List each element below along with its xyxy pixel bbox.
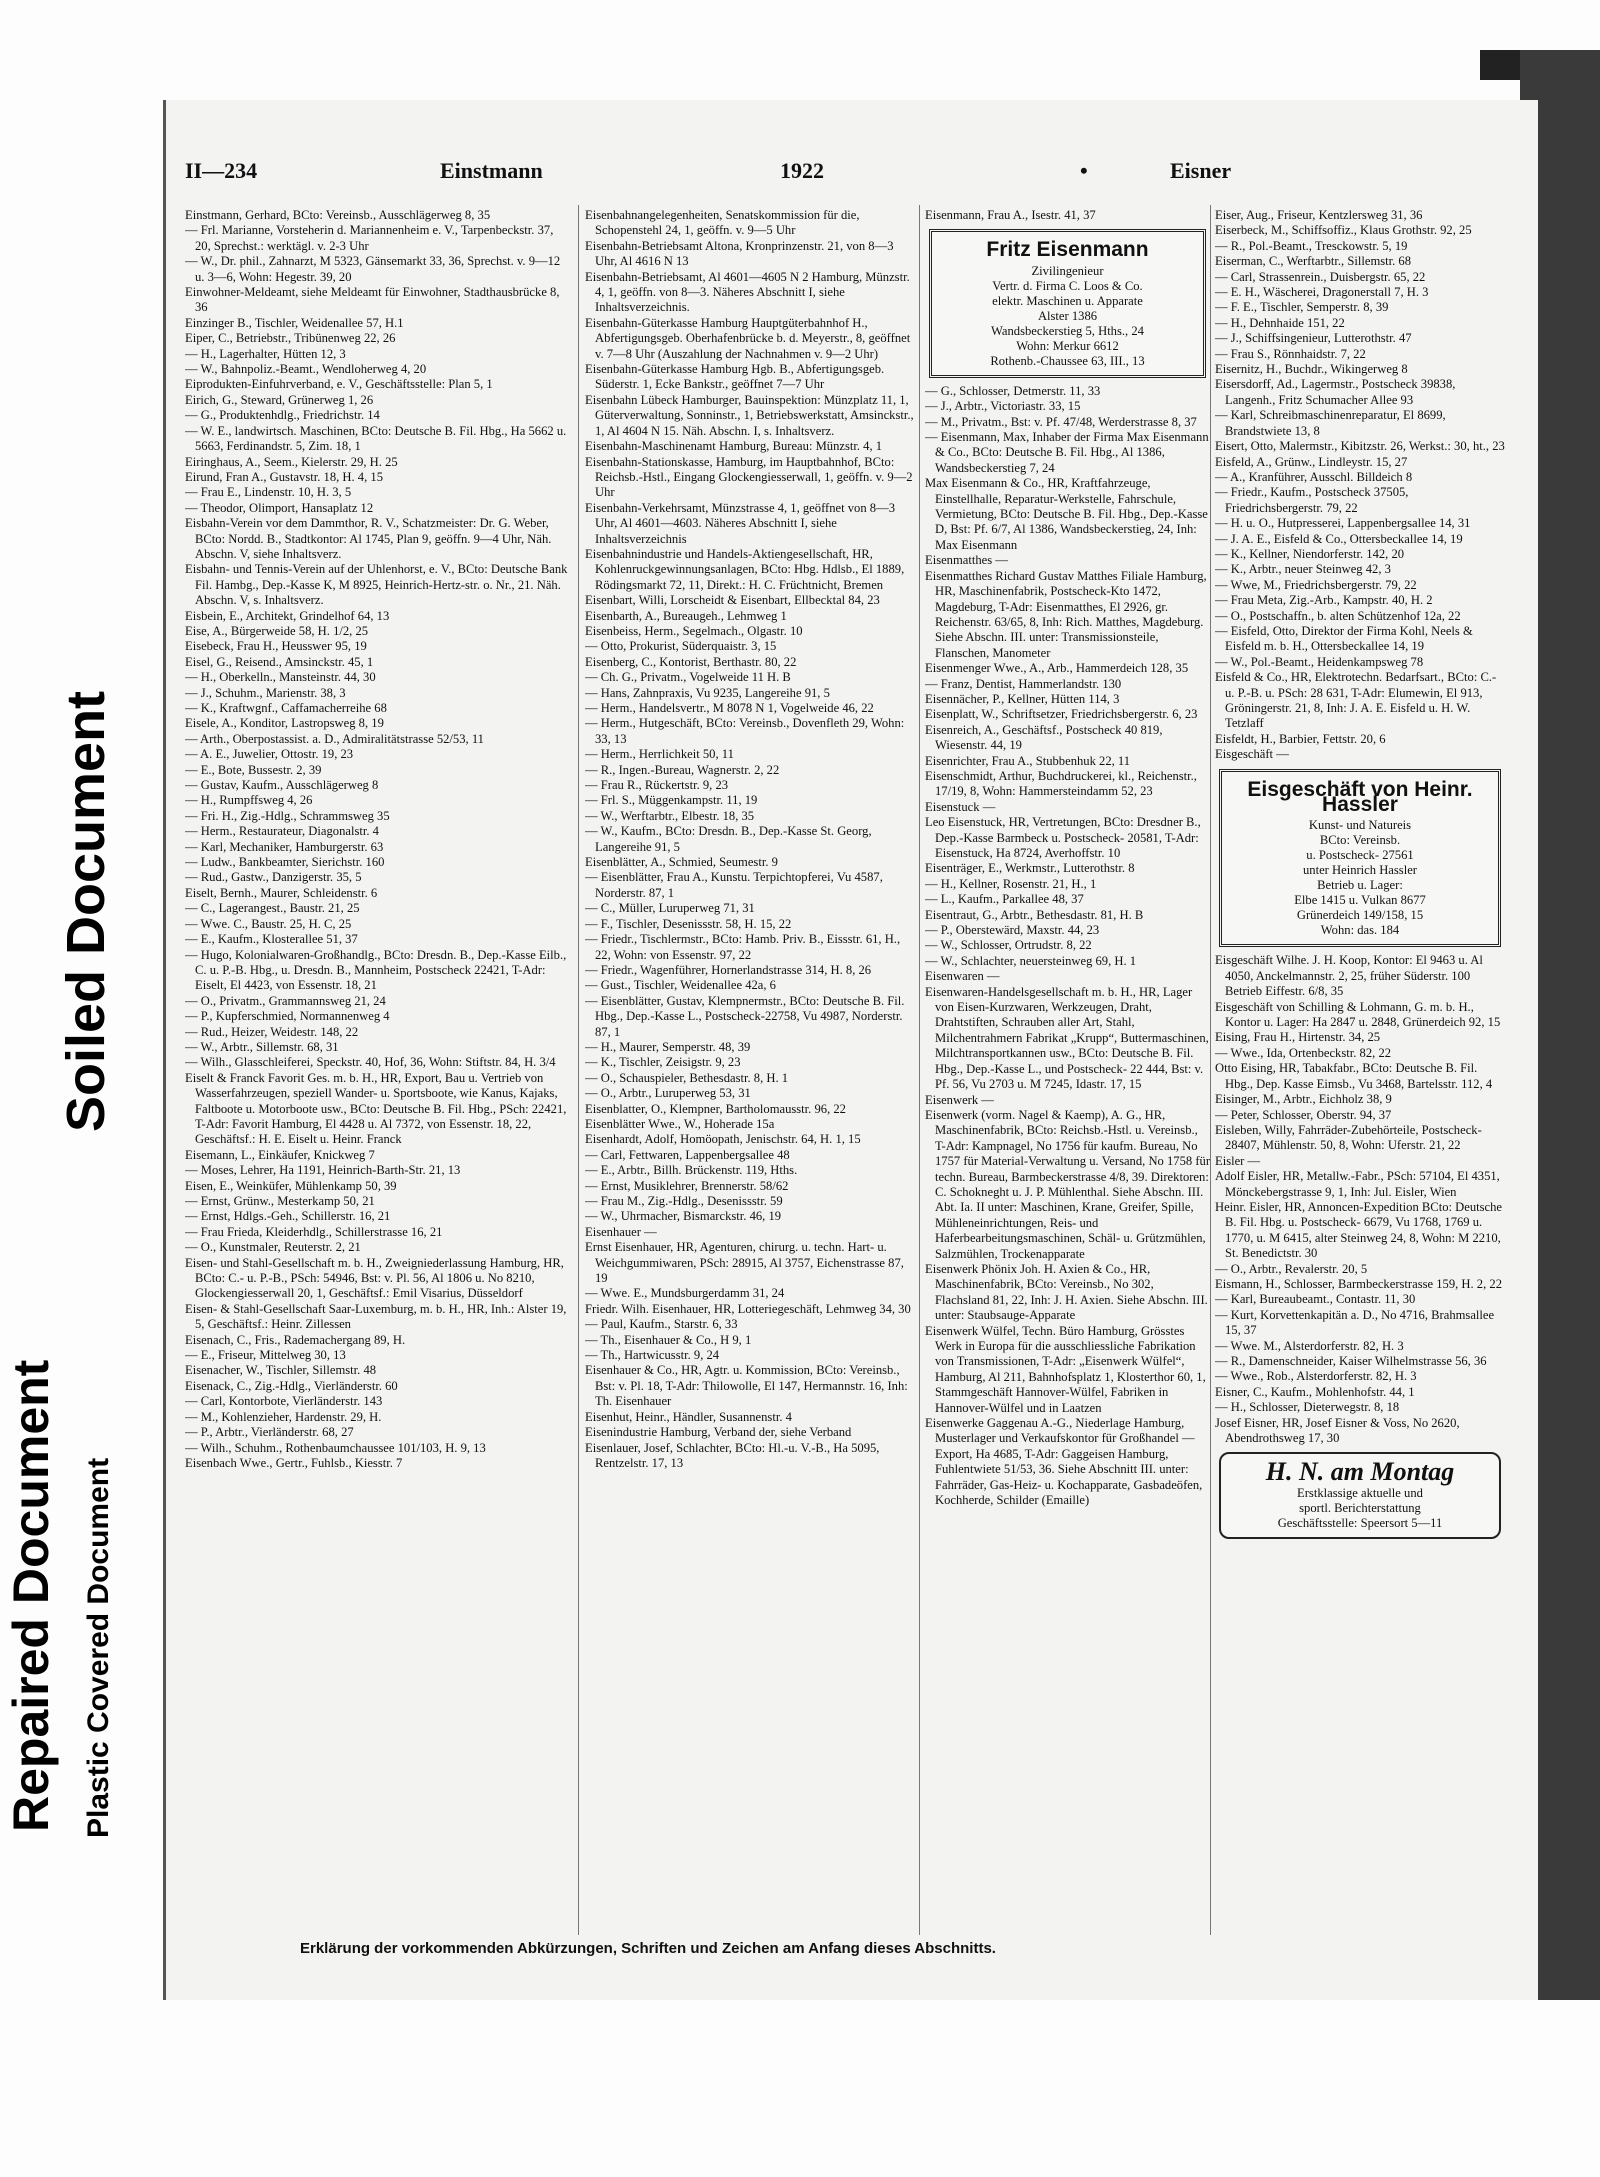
list-item: Eisner, C., Kaufm., Mohlenhofstr. 44, 1 xyxy=(1215,1384,1415,1399)
ad-subtitle: Zivilingenieur xyxy=(1031,263,1104,278)
list-item: — Friedr., Tischlermstr., BCto: Hamb. Priv. B., Eissstr. 61, H., 22, Wohn: von Essenstr. 97, 22 xyxy=(585,932,901,962)
list-item: — P., Arbtr., Vierländerstr. 68, 27 xyxy=(185,1425,354,1440)
header-mark: • xyxy=(1080,158,1088,183)
list-item: — H., Maurer, Semperstr. 48, 39 xyxy=(585,1039,751,1054)
list-item: — J., Schiffsingenieur, Lutterothstr. 47 xyxy=(1215,331,1412,346)
list-item: — Herm., Hutgeschäft, BCto: Vereinsb., Dovenfleth 29, Wohn: 33, 13 xyxy=(585,716,905,746)
directory-column-4 xyxy=(1215,208,1505,1933)
list-item: — Hugo, Kolonialwaren-Großhandlg., BCto: Dresdn. B., Dep.-Kasse Eilb., C. u. P.-B. Hbg., u. Dresdn. B., Mannheim, Postscheck 22421, T-Adr: Eiselt, El 4423, von Essenstr. 18, 21 xyxy=(185,947,567,993)
list-item: Heinr. Eisler, HR, Annoncen-Expedition BCto: Deutsche B. Fil. Hbg. u. Postscheck- 6679, Vu 1768, 1769 u. 1770, u. M 6415, alter Steinweg 24, 8, Wohn: M 2210, St. Benedictstr. 30 xyxy=(1215,1199,1503,1261)
list-item: Eiringhaus, A., Seem., Kielerstr. 29, H. 25 xyxy=(185,454,398,469)
list-item: Eisfeld & Co., HR, Elektrotechn. Bedarfsart., BCto: C.- u. P.-B. u. PSch: 28 631, T-Adr: Elumewin, El 913, Gröningerstr. 21, 8, Inh: J. A. E. Eisfeld u. H. W. Tetzlaff xyxy=(1215,670,1497,731)
list-item: — O., Privatm., Grammannsweg 21, 24 xyxy=(185,993,386,1008)
list-item: Eisbein, E., Architekt, Grindelhof 64, 13 xyxy=(185,608,390,623)
list-item: — K., Kellner, Niendorferstr. 142, 20 xyxy=(1215,546,1405,561)
list-item: — O., Kunstmaler, Reuterstr. 2, 21 xyxy=(185,1240,361,1255)
list-item: — Rud., Heizer, Weidestr. 148, 22 xyxy=(185,1024,359,1039)
list-item: — W., Bahnpoliz.-Beamt., Wendloherweg 4, 20 xyxy=(185,362,427,377)
list-item: — O., Postschaffn., b. alten Schützenhof 12a, 22 xyxy=(1215,608,1461,623)
list-item: — Wilh., Schuhm., Rothenbaumchaussee 101/103, H. 9, 13 xyxy=(185,1440,486,1455)
list-item: Eisen- und Stahl-Gesellschaft m. b. H., Zweigniederlassung Hamburg, HR, BCto: C.- u. P.-B., PSch: 54946, Bst: v. Pl. 56, Al 1806 u. No 8210, Glockengiesserwall 20, 1, Geschäftsf.: Emil Visarius, Düsseldorf xyxy=(185,1255,564,1301)
plastic-covered-label: Plastic Covered Document xyxy=(82,1457,115,1838)
list-item: Eisenbahn-Verkehrsamt, Münzstrasse 4, 1, geöffnet von 8—3 Uhr, Al 4601—4603. Näheres Abschnitt I, siehe Inhaltsverzeichnis xyxy=(585,500,895,546)
list-item: — H., Schlosser, Dieterwegstr. 8, 18 xyxy=(1215,1400,1400,1415)
list-item: Eirich, G., Steward, Grünerweg 1, 26 xyxy=(185,392,374,407)
list-item: Eisgeschäft Wilhe. J. H. Koop, Kontor: El 9463 u. Al 4050, Anckelmannstr. 2, 25, früher Süderstr. 100 Betrieb Eiffestr. 6/8, 35 xyxy=(1215,953,1483,999)
list-item: — W., Dr. phil., Zahnarzt, M 5323, Gänsemarkt 33, 36, Sprechst. v. 9—12 u. 3—6, Wohn: Hegestr. 39, 20 xyxy=(185,254,561,284)
ad-title: Fritz Eisenmann xyxy=(986,238,1149,262)
list-item: Eisenhauer & Co., HR, Agtr. u. Kommission, BCto: Vereinsb., Bst: v. Pl. 18, T-Adr: Thilowolle, El 147, Hermannstr. 16, Inh: Th. Eisenhauer xyxy=(585,1363,908,1409)
list-item: — W., Schlachter, neuersteinweg 69, H. 1 xyxy=(925,953,1137,968)
list-item: Max Eisenmann & Co., HR, Kraftfahrzeuge, Einstellhalle, Reparatur-Werkstelle, Fahrschule, Vermietung, BCto: Deutsche B. Fil. Hbg., Dep.-Kasse D, Bst: Pf. 6/7, Al 1386, Wandsbeckerstieg, 24, Inh: Max Eisenmann xyxy=(925,476,1208,552)
list-item: — Frl. S., Müggenkampstr. 11, 19 xyxy=(585,793,758,808)
repaired-document-label: Repaired Document xyxy=(3,1359,59,1832)
list-item: — Moses, Lehrer, Ha 1191, Heinrich-Barth-Str. 21, 13 xyxy=(185,1163,461,1178)
list-item: — W., Kaufm., BCto: Dresdn. B., Dep.-Kasse St. Georg, Langereihe 91, 5 xyxy=(585,824,872,854)
list-item: — H., Rumpffsweg 4, 26 xyxy=(185,793,313,808)
list-item: — C., Lagerangest., Baustr. 21, 25 xyxy=(185,901,360,916)
ad-line: sportl. Berichterstattung xyxy=(1299,1500,1421,1515)
list-item: Eisenmatthes Richard Gustav Matthes Filiale Hamburg, HR, Maschinenfabrik, Postscheck-Kto 1472, Magdeburg, T-Adr: Eisenmatthes, El 2926, gr. Reichenstr. 63/65, 8, Inh: Rich. Matthes, Magdeburg. Siehe Abschn. III. unter: Transmissionsteile, Flanschen, Manometer xyxy=(925,568,1207,660)
list-item: Eisebeck, Frau H., Heusswег 95, 19 xyxy=(185,639,367,654)
list-item: — Eisenblätter, Frau A., Kunstu. Terpichtopferei, Vu 4587, Norderstr. 87, 1 xyxy=(585,870,883,900)
list-item: — Gust., Tischler, Weidenallee 42a, 6 xyxy=(585,978,776,993)
page-footer: Erklärung der vorkommenden Abkürzungen, Schriften und Zeichen am Anfang dieses Abschnitts. xyxy=(300,1940,996,1957)
list-item: Friedr. Wilh. Eisenhauer, HR, Lotteriegeschäft, Lehmweg 34, 30 xyxy=(585,1301,911,1316)
list-item: Eisenbahn-Betriebsamt Altona, Kronprinzenstr. 21, von 8—3 Uhr, Al 4616 N 13 xyxy=(585,238,894,269)
list-item: Eisenbeiss, Herm., Segelmach., Olgastr. 10 xyxy=(585,623,803,638)
list-item: — Arth., Oberpostassist. a. D., Admiralitätstrasse 52/53, 11 xyxy=(185,731,484,746)
list-item: — Hans, Zahnpraxis, Vu 9235, Langereihe 91, 5 xyxy=(585,685,830,700)
list-item: Eisenach, C., Fris., Rademachergang 89, H. xyxy=(185,1332,406,1347)
list-item: Eisen, E., Weinküfer, Mühlenkamp 50, 39 xyxy=(185,1178,397,1193)
list-item: — Frau Meta, Zig.-Arb., Kampstr. 40, H. 2 xyxy=(1215,593,1433,608)
list-item: Leo Eisenstuck, HR, Vertretungen, BCto: Dresdner B., Dep.-Kasse Barmbeck u. Postscheck- 20581, T-Adr: Eisenstuck, Ha 8724, Averhoffstr. 10 xyxy=(925,815,1201,860)
list-item: Eisenbach Wwe., Gertr., Fuhlsb., Kiesstr. 7 xyxy=(185,1455,403,1470)
list-item: Eisenblätter Wwe., W., Hoherade 15a xyxy=(585,1116,775,1131)
page-number: II—234 xyxy=(185,158,258,183)
list-item: — P., Oberstewärd, Maxstr. 44, 23 xyxy=(925,923,1100,938)
list-item: — G., Schlosser, Detmerstr. 11, 33 xyxy=(925,383,1101,398)
list-item: — E., Arbtr., Billh. Brückenstr. 119, Hths. xyxy=(585,1163,798,1178)
list-item: Eisenbahn-Güterkasse Hamburg Hgb. B., Abfertigungsgeb. Süderstr. 1, Ecke Bankstr., geöffnet 7—7 Uhr xyxy=(585,362,885,392)
list-item: — Ernst, Hdlgs.-Geh., Schillerstr. 16, 21 xyxy=(185,1209,391,1224)
list-item: Eisfeldt, H., Barbier, Fettstr. 20, 6 xyxy=(1215,731,1386,746)
list-item: — W., Arbtr., Sillemstr. 68, 31 xyxy=(185,1039,339,1054)
list-item: Eisenack, C., Zig.-Hdlg., Vierländerstr. 60 xyxy=(185,1378,398,1393)
list-item: — G., Produktenhdlg., Friedrichstr. 14 xyxy=(185,408,380,423)
list-item: Eiper, C., Betriebstr., Tribünenweg 22, 26 xyxy=(185,331,396,346)
list-item: — E. H., Wäscherei, Dragonerstall 7, H. 3 xyxy=(1215,285,1429,300)
list-item: — Frau M., Zig.-Hdlg., Desenissstr. 59 xyxy=(585,1194,783,1208)
list-item: — O., Arbtr., Revalerstr. 20, 5 xyxy=(1215,1261,1368,1276)
list-item: Eiprodukten-Einfuhrverband, e. V., Geschäftsstelle: Plan 5, 1 xyxy=(185,377,493,392)
list-item: — K., Tischler, Zeisigstr. 9, 23 xyxy=(585,1055,741,1070)
list-item: Eisenbart, Willi, Lorscheidt & Eisenbart, Ellbecktal 84, 23 xyxy=(585,593,880,608)
list-item: Eisenbahnindustrie und Handels-Aktiengesellschaft, HR, Kohlenruckgewinnungsanlagen, BCto: Hbg. Hdlsb., El 1889, Rödingsmarkt 72, 11, Direkt.: H. C. Früchtnicht, Bremen xyxy=(585,546,905,592)
list-item: Eiser, Aug., Friseur, Kentzlersweg 31, 36 xyxy=(1215,208,1423,222)
list-item: Eising, Frau H., Hirtenstr. 34, 25 xyxy=(1215,1030,1381,1045)
list-item: — Th., Eisenhauer & Co., H 9, 1 xyxy=(585,1332,752,1347)
list-item: — Karl, Bureaubeamt., Contastr. 11, 30 xyxy=(1215,1292,1416,1307)
list-item: — P., Kupferschmied, Normannenweg 4 xyxy=(185,1009,390,1024)
list-item: Eiserbeck, M., Schiffsoffiz., Klaus Grothstr. 92, 25 xyxy=(1215,223,1472,238)
list-item: Eisenmatthes — xyxy=(925,553,1008,568)
header-last-entry: Eisner xyxy=(1170,158,1232,183)
list-item: Eisenwerk Wülfel, Techn. Büro Hamburg, Grösstes Werk in Europa für die ausschliessliche Fabrikation von Transmissionen, T-Adr: „Eisenwerk Wülfel“, Hamburg, Al 211, Bahnhofsplatz 1, Klosterthor 60, 1, Stammgeschäft Hannover-Wülfel, Fabriken in Hannover-Wülfel und in Laatzen xyxy=(925,1323,1206,1415)
list-item: — R., Pol.-Beamt., Tresckowstr. 5, 19 xyxy=(1215,238,1408,253)
list-item: Einzinger B., Tischler, Weidenallee 57, H.1 xyxy=(185,315,404,330)
list-item: — H. u. O., Hutpresserei, Lappenbergsallee 14, 31 xyxy=(1215,516,1471,531)
list-item: — Wwe, M., Friedrichsbergerstr. 79, 22 xyxy=(1215,577,1417,592)
list-item: — K., Arbtr., neuer Steinweg 42, 3 xyxy=(1215,562,1391,577)
list-item: — Ludw., Bankbeamter, Sierichstr. 160 xyxy=(185,855,385,870)
list-item: Eisert, Otto, Malermstr., Kibitzstr. 26, Werkst.: 30, ht., 23 xyxy=(1215,439,1505,454)
list-item: Eisenplatt, W., Schriftsetzer, Friedrichsbergerstr. 6, 23 xyxy=(925,707,1198,722)
list-item: — Fri. H., Zig.-Hdlg., Schrammsweg 35 xyxy=(185,808,390,823)
list-item: — L., Kaufm., Parkallee 48, 37 xyxy=(925,892,1084,907)
list-item: Eise, A., Bürgerweide 58, H. 1/2, 25 xyxy=(185,623,369,638)
list-item: Eisenblatter, O., Klempner, Bartholomausstr. 96, 22 xyxy=(585,1101,846,1116)
list-item: — W., Werftarbtr., Elbestr. 18, 35 xyxy=(585,808,755,823)
list-item: Einwohner-Meldeamt, siehe Meldeamt für Einwohner, Stadthausbrücke 8, 36 xyxy=(185,285,560,315)
list-item: — Gustav, Kaufm., Ausschlägerweg 8 xyxy=(185,778,379,793)
list-item: — H., Kellner, Rosenstr. 21, H., 1 xyxy=(925,876,1097,891)
list-item: — O., Arbtr., Luruperweg 53, 31 xyxy=(585,1086,751,1101)
list-item: — R., Damenschneider, Kaiser Wilhelmstrasse 56, 36 xyxy=(1215,1354,1487,1368)
list-item: — Carl, Kontorbote, Vierländerstr. 143 xyxy=(185,1394,383,1409)
list-item: Eisenbarth, A., Bureaugeh., Lehmweg 1 xyxy=(585,608,787,623)
list-item: Eisenwaren-Handelsgesellschaft m. b. H., HR, Lager von Eisen-Kurzwaren, Werkzeugen, Draht, Drahtstiften, Schrauben aller Art, Stahl, Milchentrahmern Fabrikat „Krupp“, Buttermaschinen, Milchtransportkannen usw., BCto: Deutsche B. Fil. Hbg., Dep.-Kasse L., und Postscheck- 22 444, Bst: v. Pf. 56, Vu 2703 u. M 7245, Idastr. 17, 15 xyxy=(925,984,1209,1092)
list-item: Eisenwerk Phönix Joh. H. Axien & Co., HR, Maschinenfabrik, BCto: Vereinsb., No 302, Flachsland 81, 22, Inh: J. H. Axien. Siehe Abschn. III. unter: Staubsauge-Apparate xyxy=(925,1261,1208,1323)
list-item: — Karl, Schreibmaschinenreparatur, El 8699, Brandstwiete 13, 8 xyxy=(1215,408,1446,438)
ad-line: Erstklassige aktuelle und xyxy=(1297,1485,1423,1500)
directory-column-2 xyxy=(585,208,915,1933)
list-item: — E., Kaufm., Klosterallee 51, 37 xyxy=(185,932,358,947)
list-item: — Frau R., Rückertstr. 9, 23 xyxy=(585,778,729,793)
list-item: — Wilh., Glasschleiferei, Speckstr. 40, Hof, 36, Wohn: Stiftstr. 84, H. 3/4 xyxy=(185,1055,556,1070)
list-item: — Theodor, Olimport, Hansaplatz 12 xyxy=(185,500,374,515)
list-item: Eisennächer, P., Kellner, Hütten 114, 3 xyxy=(925,691,1120,706)
list-item: Eisenbahnangelegenheiten, Senatskommission für die, Schopenstehl 24, 1, geöffn. v. 9—5 Uhr xyxy=(585,208,860,238)
list-item: — Th., Hartwicusstr. 9, 24 xyxy=(585,1348,720,1363)
list-item: Eisele, A., Konditor, Lastropsweg 8, 19 xyxy=(185,716,384,731)
list-item: Eisenwerke Gaggenau A.-G., Niederlage Hamburg, Musterlager und Verkaufskontor für Großhandel — Export, Ha 4685, T-Adr: Gaggeisen Hamburg, Fuhlentwiete 51/53, 36. Siehe Abschnitt III. unter: Fahrräder, Gas-Heiz- u. Kochapparate, Gasbadeöfen, Kochherde, Schilder (Emaille) xyxy=(925,1416,1203,1508)
list-item: Eisenwaren — xyxy=(925,969,1000,984)
list-item: — O., Schauspieler, Bethesdastr. 8, H. 1 xyxy=(585,1070,789,1085)
ad-title: H. N. am Montag xyxy=(1265,1457,1455,1487)
list-item: Eisenblätter, A., Schmied, Seumestr. 9 xyxy=(585,855,778,870)
list-item: Eiselt, Bernh., Maurer, Schleidenstr. 6 xyxy=(185,885,378,900)
list-item: — M., Privatm., Bst: v. Pf. 47/48, Werderstrasse 8, 37 xyxy=(925,414,1197,429)
list-item: — Frau Frieda, Kleiderhdlg., Schillerstrasse 16, 21 xyxy=(185,1224,443,1239)
list-item: Eisbahn- und Tennis-Verein auf der Uhlenhorst, e. V., BCto: Deutsche Bank Fil. Hambg., Dep.-Kasse K, M 8925, Heinrich-Hertz-str. o. Nr., 21. Näh. Abschn. V, s. Inhaltsverz. xyxy=(185,562,568,608)
column-divider xyxy=(919,205,920,1935)
list-item: — Paul, Kaufm., Starstr. 6, 33 xyxy=(585,1317,738,1332)
list-item: — R., Ingen.-Bureau, Wagnerstr. 2, 22 xyxy=(585,762,780,777)
list-item: Eisen- & Stahl-Gesellschaft Saar-Luxemburg, m. b. H., HR, Inh.: Alster 19, 5, Geschäftsf.: Heinr. Zillessen xyxy=(185,1301,567,1332)
list-item: Eisel, G., Reisend., Amsinckstr. 45, 1 xyxy=(185,654,374,669)
list-item: — Ernst, Musiklehrer, Brennerstr. 58/62 xyxy=(585,1178,789,1193)
list-item: — J., Schuhm., Marienstr. 38, 3 xyxy=(185,685,346,700)
list-item: — Wwe. E., Mundsburgerdamm 31, 24 xyxy=(585,1286,785,1301)
list-item: Eisenhut, Heinr., Händler, Susannenstr. 4 xyxy=(585,1409,792,1424)
list-item: Eisenacher, W., Tischler, Sillemstr. 48 xyxy=(185,1363,377,1378)
list-item: — F. E., Tischler, Semperstr. 8, 39 xyxy=(1215,300,1389,315)
list-item: — Karl, Mechaniker, Hamburgerstr. 63 xyxy=(185,839,384,854)
list-item: Eisemann, L., Einkäufer, Knickweg 7 xyxy=(185,1147,375,1162)
list-item: Eismann, H., Schlosser, Barmbeckerstrasse 159, H. 2, 22 xyxy=(1215,1276,1502,1291)
list-item: — M., Kohlenzieher, Hardenstr. 29, H. xyxy=(185,1409,382,1424)
list-item: — H., Lagerhalter, Hütten 12, 3 xyxy=(185,346,346,361)
page-header xyxy=(185,158,1495,198)
list-item: Eisernitz, H., Buchdr., Wikingerweg 8 xyxy=(1215,362,1408,377)
list-item: Einstmann, Gerhard, BCto: Vereinsb., Ausschlägerweg 8, 35 xyxy=(185,208,491,222)
list-item: — W., Uhrmacher, Bismarckstr. 46, 19 xyxy=(585,1209,782,1224)
list-item: — Ch. G., Privatm., Vogelweide 11 H. B xyxy=(585,670,791,685)
list-item: Eisenwerk (vorm. Nagel & Kaemp), A. G., HR, Maschinenfabrik, BCto: Reichsb.-Hstl. u. Vereinsb., T-Adr: Kampnagel, No 1756 für kaufm. Bureau, No 1757 für Material-Verwaltung u. Versand, No 1758 für techn. Bureau, Barmbeckerstrasse 4/8, 39. Direktoren: C. Schokneght u. J. P. Mühlenthal. Siehe Abschn. III. Abt. Ia. II unter: Maschinen, Krane, Greifer, Spille, Mühleneinrichtungen, Reis- und Haferbearbeitungsmaschinen, Schäl- u. Grützmühlen, Salzmühlen, Trockenapparate xyxy=(925,1107,1210,1261)
ad-line: Alster 1386 xyxy=(1037,308,1098,323)
list-item: — Wwe., Rob., Alsterdorferstr. 82, H. 3 xyxy=(1215,1369,1417,1384)
list-item: Eisersdorff, Ad., Lagermstr., Postscheck 39838, Langenh., Fritz Schumacher Allee 93 xyxy=(1215,377,1456,407)
list-item: Eisenstuck — xyxy=(925,799,996,814)
list-item: Eisenlauer, Josef, Schlachter, BCto: Hl.-u. V.-B., Ha 5095, Rentzelstr. 17, 13 xyxy=(585,1440,880,1470)
ad-line: u. Postscheck- 27561 xyxy=(1306,848,1414,863)
list-item: — W. E., landwirtsch. Maschinen, BCto: Deutsche B. Fil. Hbg., Ha 5662 u. 5663, Ferdinandstr. 5, Zim. 18, 1 xyxy=(185,423,567,454)
ad-line: Wohn: Merkur 6612 xyxy=(1016,338,1119,353)
list-item: Eisler — xyxy=(1215,1153,1261,1168)
ad-line: elektr. Maschinen u. Apparate xyxy=(992,293,1143,308)
list-item: — W., Schlosser, Ortrudstr. 8, 22 xyxy=(925,938,1092,953)
list-item: Eisenhardt, Adolf, Homöopath, Jenischstr. 64, H. 1, 15 xyxy=(585,1132,861,1147)
list-item: Eisentraut, G., Arbtr., Bethesdastr. 81, H. B xyxy=(925,907,1144,922)
list-item: Eirund, Fran A., Gustavstr. 18, H. 4, 15 xyxy=(185,469,383,484)
list-item: — Carl, Fettwaren, Lappenbergsallee 48 xyxy=(585,1147,790,1162)
header-year: 1922 xyxy=(780,158,824,183)
column-divider xyxy=(1210,205,1211,1935)
list-item: — H., Oberkelln., Mansteinstr. 44, 30 xyxy=(185,670,376,685)
directory-column-3 xyxy=(925,208,1210,1933)
list-item: — Rud., Gastw., Danzigerstr. 35, 5 xyxy=(185,870,362,885)
list-item: — Kurt, Korvettenkapitän a. D., No 4716, Brahmsallee 15, 37 xyxy=(1215,1307,1495,1338)
list-item: — Frl. Marianne, Vorsteherin d. Mariannenheim e. V., Tarpenbeckstr. 37, 20, Sprechst.: werktägl. v. 2-3 Uhr xyxy=(185,223,554,253)
list-item: — Ernst, Grünw., Mesterkamp 50, 21 xyxy=(185,1194,375,1208)
ad-box-hassler xyxy=(1219,769,1501,948)
list-item: — Frau S., Rönnhaidstr. 7, 22 xyxy=(1215,346,1366,361)
list-item: Eisenbahn-Güterkasse Hamburg Hauptgüterbahnhof H., Abfertigungsgeb. Oberhafenbrücke b. d. Meyerstr., 8, geöffnet v. 7—8 Uhr (Auszahlung der Nachnahmen v. 9—2 Uhr) xyxy=(585,315,911,361)
list-item: — Frau E., Lindenstr. 10, H. 3, 5 xyxy=(185,485,352,500)
list-item: Adolf Eisler, HR, Metallw.-Fabr., PSch: 57104, El 4351, Mönckebergstrasse 9, 1, Inh: Jul. Eisler, Wien xyxy=(1215,1169,1500,1199)
list-item: — K., Kraftwgnf., Caffamacherreihe 68 xyxy=(185,701,387,715)
list-item: — C., Müller, Luruperweg 71, 31 xyxy=(585,901,755,916)
ad-line: Wohn: das. 184 xyxy=(1320,923,1400,938)
list-item: — J. A. E., Eisfeld & Co., Ottersbeckallee 14, 19 xyxy=(1215,531,1463,546)
list-item: — Peter, Schlosser, Oberstr. 94, 37 xyxy=(1215,1107,1392,1122)
list-item: Eisenindustrie Hamburg, Verband der, siehe Verband xyxy=(585,1425,852,1440)
list-item: Eisleben, Willy, Fahrräder-Zubehörteile, Postscheck-28407, Mühlenstr. 50, 8, Wohn: Uferstr. 21, 22 xyxy=(1215,1122,1482,1153)
list-item: — Friedr., Wagenführer, Hornerlandstrasse 314, H. 8, 26 xyxy=(585,962,872,977)
list-item: Eisfeld, A., Grünw., Lindleystr. 15, 27 xyxy=(1215,454,1408,469)
list-item: Ernst Eisenhauer, HR, Agenturen, chirurg. u. techn. Hart- u. Weichgummiwaren, PSch: 28915, Al 3757, Eichenstrasse 87, 19 xyxy=(585,1240,904,1286)
list-item: Eiserman, C., Werftarbtr., Sillemstr. 68 xyxy=(1215,254,1412,269)
soiled-document-label: Soiled Document xyxy=(56,690,116,1132)
list-item: Eisbahn-Verein vor dem Dammthor, R. V., Schatzmeister: Dr. G. Weber, BCto: Nordd. B., Stadtkontor: Al 1745, Plan 9, geöffn. 9—4 Uhr, Näh. Abschn. V, siehe Inhaltsverz. xyxy=(185,516,552,561)
list-item: Eisenbahn-Maschinenamt Hamburg, Bureau: Münzstr. 4, 1 xyxy=(585,439,883,454)
list-item: — Franz, Dentist, Hammerlandstr. 130 xyxy=(925,676,1122,691)
list-item: — Friedr., Kaufm., Postscheck 37505, Friedrichsbergerstr. 79, 22 xyxy=(1215,485,1409,515)
list-item: — Wwe., Ida, Ortenbeckstr. 82, 22 xyxy=(1215,1045,1392,1060)
list-item: — Eisenblätter, Gustav, Klempnermstr., BCto: Deutsche B. Fil. Hbg., Dep.-Kasse L., Postscheck-22758, Vu 4987, Norderstr. 87, 1 xyxy=(585,993,905,1039)
list-item: — Herm., Handelsvertr., M 8078 N 1, Vogelweide 46, 22 xyxy=(585,701,874,715)
list-item: Josef Eisner, HR, Josef Eisner & Voss, No 2620, Abendrothsweg 17, 30 xyxy=(1215,1415,1460,1446)
list-item: — Herm., Restaurateur, Diagonalstr. 4 xyxy=(185,824,379,839)
list-item: — Herm., Herrlichkeit 50, 11 xyxy=(585,747,734,762)
list-item: Eisenwerk — xyxy=(925,1092,994,1107)
list-item: — Otto, Prokurist, Süderquaistr. 3, 15 xyxy=(585,639,777,654)
list-item: — W., Pol.-Beamt., Heidenkampsweg 78 xyxy=(1215,654,1424,669)
ad-line: Betrieb u. Lager: xyxy=(1317,878,1403,893)
ad-box-montag xyxy=(1219,1452,1501,1538)
list-item: Eisenmann, Frau A., Isestr. 41, 37 xyxy=(925,208,1096,222)
list-item: — Wwe. M., Alsterdorferstr. 82, H. 3 xyxy=(1215,1338,1404,1353)
list-item: — A., Kranführer, Ausschl. Billdeich 8 xyxy=(1215,469,1413,484)
list-item: Eisenbahn-Stationskasse, Hamburg, im Hauptbahnhof, BCto: Reichsb.-Hstl., Eingang Glockengiesserwall, 1, geöffn. v. 9—2 Uhr xyxy=(585,454,913,500)
list-item: Eisenträger, E., Werkmstr., Lutterothstr. 8 xyxy=(925,861,1135,876)
list-item: Eisgeschäft — xyxy=(1215,747,1289,762)
ad-line: Vertr. d. Firma C. Loos & Co. xyxy=(992,278,1143,293)
list-item: — Wwe. C., Baustr. 25, H. C, 25 xyxy=(185,916,352,931)
ad-line: Grünerdeich 149/158, 15 xyxy=(1296,908,1424,923)
list-item: Eisenberg, C., Kontorist, Berthastr. 80, 22 xyxy=(585,654,797,669)
ad-line: unter Heinrich Hassler xyxy=(1302,863,1417,878)
list-item: — J., Arbtr., Victoriastr. 33, 15 xyxy=(925,399,1081,414)
list-item: Otto Eising, HR, Tabakfabr., BCto: Deutsche B. Fil. Hbg., Dep. Kasse Eimsb., Vu 3468, Bartelsstr. 112, 4 xyxy=(1215,1061,1493,1091)
ad-line: Rothenb.-Chaussee 63, III., 13 xyxy=(990,353,1145,368)
ad-subtitle: Kunst- und Natureis xyxy=(1308,818,1412,833)
list-item: Eisenhauer — xyxy=(585,1224,657,1239)
list-item: Eisenrichter, Frau A., Stubbenhuk 22, 11 xyxy=(925,753,1131,768)
list-item: — Eisfeld, Otto, Direktor der Firma Kohl, Neels & Eisfeld m. b. H., Ottersbeckallee 14, 19 xyxy=(1215,623,1473,654)
ad-title: Eisgeschäft von Heinr. Hassler xyxy=(1247,777,1473,817)
list-item: — H., Dehnhaide 151, 22 xyxy=(1215,315,1345,330)
list-item: — Eisenmann, Max, Inhaber der Firma Max Eisenmann & Co., BCto: Deutsche B. Fil. Hbg., Al 1386, Wandsbeckerstieg 7, 24 xyxy=(925,430,1209,475)
header-first-entry: Einstmann xyxy=(440,158,543,183)
list-item: Eisgeschäft von Schilling & Lohmann, G. m. b. H., Kontor u. Lager: Ha 2847 u. 2848, Grünerdeich 92, 15 xyxy=(1215,999,1501,1030)
list-item: Eisinger, M., Arbtr., Eichholz 38, 9 xyxy=(1215,1092,1392,1107)
list-item: — E., Friseur, Mittelweg 30, 13 xyxy=(185,1348,346,1363)
ad-line: Wandsbeckerstieg 5, Hths., 24 xyxy=(991,323,1144,338)
ad-box-fritz-eisenmann xyxy=(929,229,1206,377)
list-item: Eisenschmidt, Arthur, Buchdruckerei, kl., Reichenstr., 17/19, 8, Wohn: Hammersteindamm 52, 23 xyxy=(925,768,1197,799)
list-item: — A. E., Juwelier, Ottostr. 19, 23 xyxy=(185,747,354,762)
list-item: Eisenreich, A., Geschäftsf., Postscheck 40 819, Wiesenstr. 44, 19 xyxy=(925,722,1163,753)
list-item: — Carl, Strassenrein., Duisbergstr. 65, 22 xyxy=(1215,269,1426,284)
ad-line: Geschäftsstelle: Speersort 5—11 xyxy=(1277,1515,1443,1530)
ad-line: BCto: Vereinsb. xyxy=(1319,833,1401,848)
directory-column-1 xyxy=(185,208,570,1933)
list-item: Eisenmenger Wwe., A., Arb., Hammerdeich 128, 35 xyxy=(925,661,1189,676)
list-item: Eisenbahn-Betriebsamt, Al 4601—4605 N 2 Hamburg, Münzstr. 4, 1, geöffn. von 8—3. Näheres Abschnitt I, siehe Inhaltsverzeichnis. xyxy=(585,269,910,315)
list-item: — E., Bote, Bussestr. 2, 39 xyxy=(185,762,322,777)
list-item: Eisenbahn Lübeck Hamburger, Bauinspektion: Münzplatz 11, 1, Güterverwaltung, Sonninstr., 1, Betriebswerkstatt, Amsinckstr., 1, Al 4604 N 15. Näh. Abschn. I, s. Inhaltsverz. xyxy=(585,392,914,438)
column-divider xyxy=(578,205,579,1935)
ad-line: Elbe 1415 u. Vulkan 8677 xyxy=(1294,893,1426,908)
list-item: Eiselt & Franck Favorit Ges. m. b. H., HR, Export, Bau u. Vertrieb von Wasserfahrzeugen, speziell Wander- u. Sportsboote, wie Kanus, Kajaks, Faltboote u. Motorboote usw., BCto: Deutsche B. Fil. Hbg., PSch: 22421, T-Adr: Favorit Hamburg, El 4428 u. Al 7372, von Essenstr. 18, 22, Geschäftsf.: H. E. Eiselt u. Heinr. Franck xyxy=(185,1070,567,1147)
list-item: — F., Tischler, Desenissstr. 58, H. 15, 22 xyxy=(585,916,792,931)
